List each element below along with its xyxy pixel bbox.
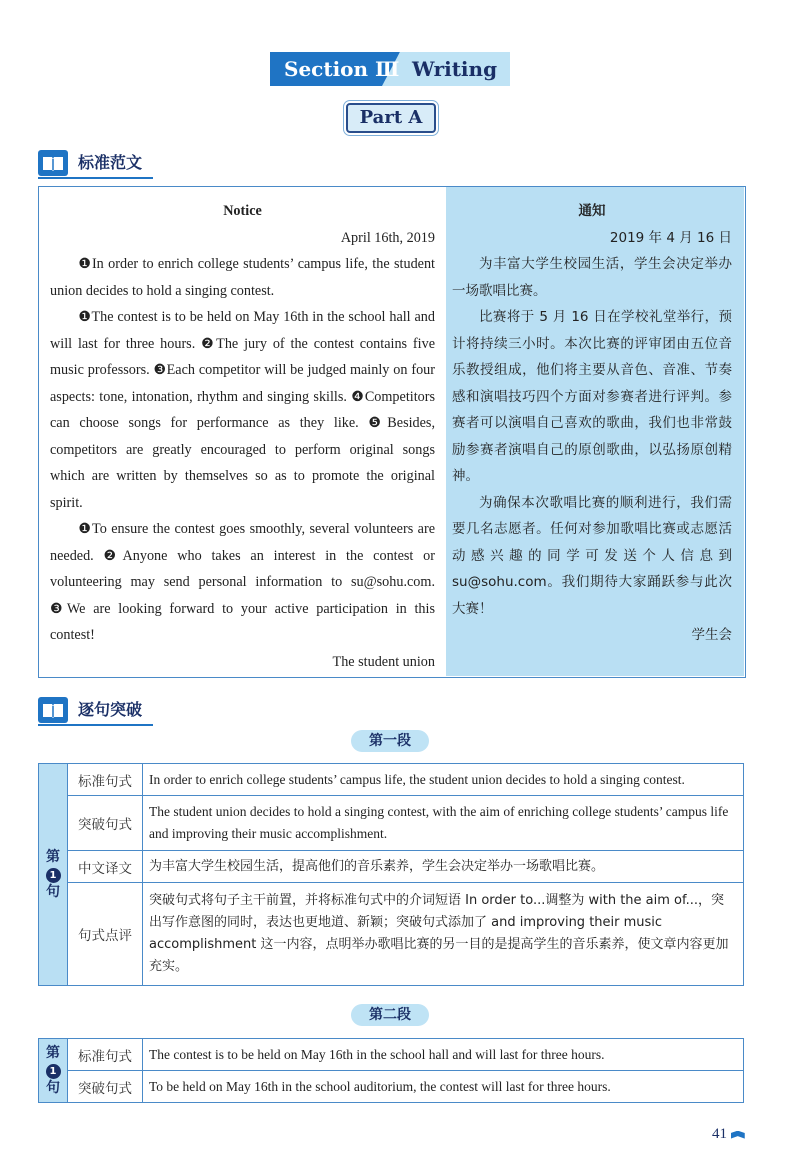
- translation-paragraph-2: 比赛将于 5 月 16 日在学校礼堂举行，预计将持续三小时。本次比赛的评审团由五位音乐教授组成，他们将主要从音色、音准、节奏感和演唱技巧四个方面对参赛者进行评判。参赛者可以演唱自己喜欢的歌曲，我们也非常鼓励参赛者演唱自己的原创歌曲，以弘扬原创精神。: [452, 309, 732, 484]
- row-label: 标准句式: [68, 1039, 143, 1071]
- sentence-number: 1: [46, 1064, 61, 1079]
- breakthrough-title: 逐句突破: [78, 700, 143, 719]
- translation-date: 2019 年 4 月 16 日: [609, 229, 732, 246]
- table-row: [39, 764, 744, 796]
- table-row: [39, 851, 744, 883]
- translation-signature: 学生会: [691, 627, 732, 643]
- section-banner: [270, 52, 510, 86]
- essay-signature: The student union: [332, 653, 435, 670]
- row-label: 中文译文: [68, 851, 143, 883]
- heading-underline: [38, 177, 153, 179]
- table-row: [39, 883, 744, 986]
- book-icon: [38, 697, 68, 723]
- sentence-index-bottom: 句: [46, 1079, 60, 1096]
- table-row: [39, 1071, 744, 1103]
- row-label: 句式点评: [68, 883, 143, 986]
- page-number: [712, 1126, 745, 1143]
- essay-title: Notice: [223, 203, 262, 219]
- row-label: 突破句式: [68, 796, 143, 851]
- table-row: [39, 796, 744, 851]
- book-icon: [38, 150, 68, 176]
- translation-title: 通知: [578, 203, 606, 219]
- chinese-translation: [452, 198, 732, 649]
- breakthrough-sentence: To be held on May 16th in the school auditorium, the contest will last for three hours.: [143, 1071, 744, 1103]
- paragraph-1-badge: 第一段: [351, 730, 429, 752]
- book-icon: [731, 1131, 745, 1139]
- sentence-index: [39, 764, 68, 986]
- section-title: Writing: [412, 57, 498, 81]
- row-label: 突破句式: [68, 1071, 143, 1103]
- sentence-number: 1: [46, 868, 61, 883]
- section-label: Section Ⅲ: [284, 57, 400, 81]
- paragraph-1-table: [38, 763, 744, 986]
- sentence-index-top: 第: [46, 1044, 60, 1061]
- essay-paragraph-1: ❶In order to enrich college students’ campus life, the student union decides to hold a singing contest.: [50, 256, 435, 299]
- paragraph-2-badge: 第二段: [351, 1004, 429, 1026]
- translation-paragraph-3: 为确保本次歌唱比赛的顺利进行，我们需要几名志愿者。任何对参加歌唱比赛或志愿活动感兴趣的同学可发送个人信息到 su@sohu.com。我们期待大家踊跃参与此次大赛！: [452, 494, 732, 617]
- essay-paragraph-3: ❶To ensure the contest goes smoothly, several volunteers are needed. ❷Anyone who takes an interest in the contest or volunteering may send personal information to su@sohu.com. ❸We are looking forward to your active participation in this contest!: [50, 521, 435, 643]
- standard-sentence: The contest is to be held on May 16th in the school hall and will last for three hours.: [143, 1039, 744, 1071]
- model-essay-heading: [38, 150, 168, 176]
- table-row: [39, 1039, 744, 1071]
- essay-paragraph-2: ❶The contest is to be held on May 16th in the school hall and will last for three hours. ❷The jury of the contest contains five music professors. ❸Each competitor will be judged mainly on four aspects: tone, intonation, rhythm and singing skills. ❹Competitors can choose songs for performance as they like. ❺Besides, competitors are greatly encouraged to perform original songs which are written by themselves so as to promote the original spirit.: [50, 309, 435, 511]
- heading-underline: [38, 724, 153, 726]
- part-label: Part A: [346, 103, 436, 133]
- english-essay: [50, 198, 435, 675]
- breakthrough-sentence: The student union decides to hold a singing contest, with the aim of enriching college students’ campus life and improving their music accomplishment.: [143, 796, 744, 851]
- page-number-text: 41: [712, 1126, 727, 1142]
- essay-date: April 16th, 2019: [340, 229, 435, 246]
- sentence-comment: 突破句式将句子主干前置，并将标准句式中的介词短语 In order to...调整为 with the aim of...，突出写作意图的同时，表达也更地道、新颖；突破句式添加了 and improving their music accomplishment 这一内容，点明举办歌唱比赛的另一目的是提高学生的音乐素养，使文章内容更加充实。: [143, 883, 744, 986]
- paragraph-2-table: [38, 1038, 744, 1103]
- chinese-translation-row: 为丰富大学生校园生活，提高他们的音乐素养，学生会决定举办一场歌唱比赛。: [143, 851, 744, 883]
- breakthrough-heading: [38, 697, 168, 723]
- model-essay-title: 标准范文: [78, 153, 143, 172]
- sentence-index-top: 第: [46, 848, 60, 865]
- translation-paragraph-1: 为丰富大学生校园生活，学生会决定举办一场歌唱比赛。: [452, 256, 732, 299]
- sentence-index: [39, 1039, 68, 1103]
- standard-sentence: In order to enrich college students’ campus life, the student union decides to hold a singing contest.: [143, 764, 744, 796]
- row-label: 标准句式: [68, 764, 143, 796]
- sentence-index-bottom: 句: [46, 883, 60, 900]
